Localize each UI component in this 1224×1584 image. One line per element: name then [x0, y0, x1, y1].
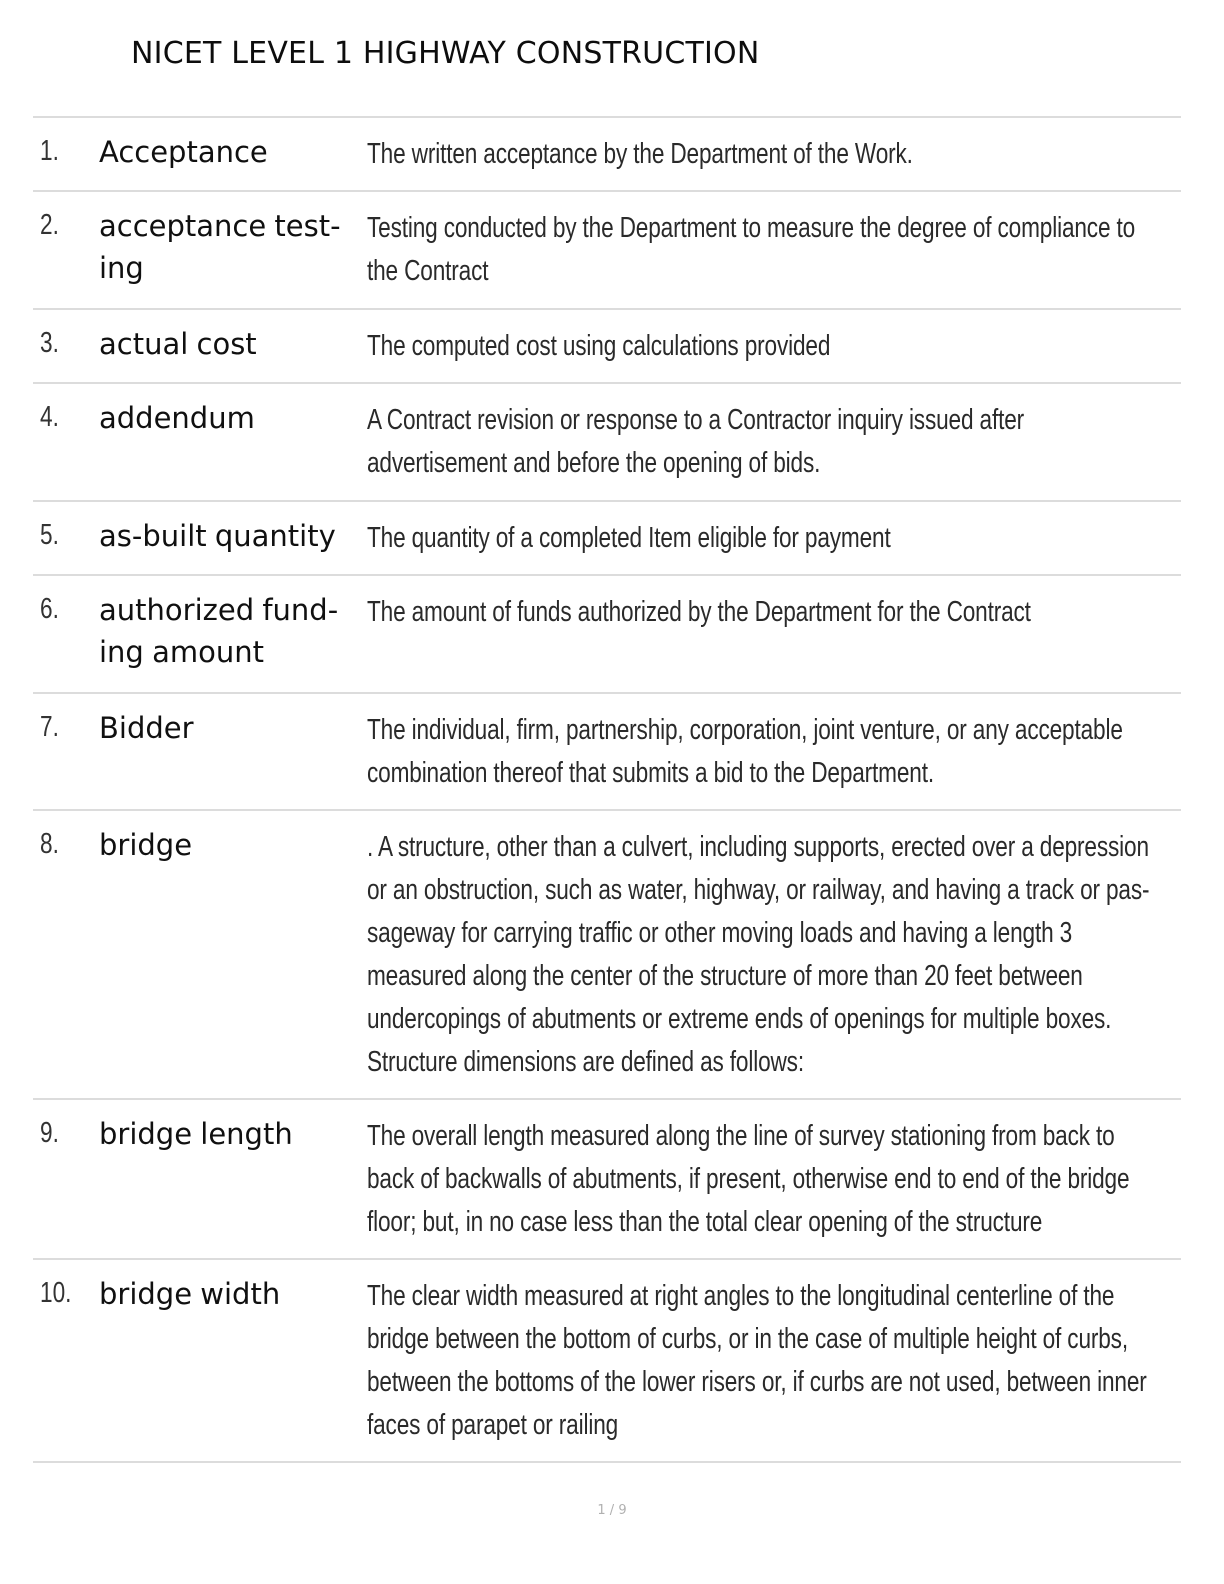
- term-name: Bidder: [99, 711, 194, 745]
- term-number: 4.: [40, 401, 59, 433]
- term-row: [33, 576, 1181, 694]
- term-number: 6.: [40, 593, 59, 625]
- term-number: 5.: [40, 519, 59, 551]
- term-definition: . A structure, other than a culvert, including supports, erected over a depression or an obstruction, such as water, highway, or railway, and having a track or pas-sageway for carrying traffic or other moving loads and having a length 3 measured along the center of the structure of more than 20 feet between undercopings of abutments or extreme ends of openings for multiple boxes. Structure dimensions are defined as follows:: [367, 831, 1150, 1078]
- term-definition: The computed cost using calculations provided: [367, 330, 831, 362]
- term-number: 9.: [40, 1117, 59, 1149]
- term-row: [33, 1260, 1181, 1463]
- term-number: 10.: [40, 1277, 72, 1309]
- term-row: [33, 502, 1181, 576]
- term-number: 2.: [40, 209, 59, 241]
- term-definition: The amount of funds authorized by the Department for the Contract: [367, 596, 1031, 628]
- term-definition: The individual, firm, partnership, corporation, joint venture, or any acceptable combination thereof that submits a bid to the Department.: [367, 714, 1123, 789]
- term-name: authorized fund-ing amount: [99, 593, 339, 669]
- term-definition: The written acceptance by the Department of the Work.: [367, 138, 913, 170]
- term-name: bridge: [99, 828, 193, 862]
- term-definition: A Contract revision or response to a Contractor inquiry issued after advertisement and before the opening of bids.: [367, 404, 1025, 479]
- page-indicator: 1 / 9: [597, 1503, 627, 1518]
- term-number: 3.: [40, 327, 59, 359]
- term-name: as-built quantity: [99, 519, 336, 553]
- term-definition: The clear width measured at right angles to the longitudinal centerline of the bridge between the bottom of curbs, or in the case of multiple height of curbs, between the bottoms of the lower risers or, if curbs are not used, between inner faces of parapet or railing: [367, 1280, 1147, 1441]
- term-name: acceptance test-ing: [99, 209, 341, 285]
- term-name: actual cost: [99, 327, 257, 361]
- term-definition: The quantity of a completed Item eligible for payment: [367, 522, 891, 554]
- term-number: 7.: [40, 711, 59, 743]
- term-name: bridge length: [99, 1117, 293, 1151]
- term-row: [33, 384, 1181, 502]
- term-name: bridge width: [99, 1277, 281, 1311]
- term-row: [33, 118, 1181, 192]
- term-definition: The overall length measured along the line of survey stationing from back to back of backwalls of abutments, if present, otherwise end to end of the bridge floor; but, in no case less than the total clear opening of the structure: [367, 1120, 1130, 1238]
- term-number: 1.: [40, 135, 59, 167]
- term-row: [33, 694, 1181, 811]
- terms-table: [33, 116, 1181, 1463]
- term-row: [33, 1100, 1181, 1260]
- term-definition: Testing conducted by the Department to measure the degree of compliance to the Contract: [367, 212, 1136, 287]
- term-number: 8.: [40, 828, 59, 860]
- term-row: [33, 192, 1181, 310]
- term-row: [33, 310, 1181, 384]
- term-name: Acceptance: [99, 135, 268, 169]
- term-row: [33, 811, 1181, 1100]
- page-title: NICET LEVEL 1 HIGHWAY CONSTRUCTION: [131, 36, 760, 71]
- term-name: addendum: [99, 401, 255, 435]
